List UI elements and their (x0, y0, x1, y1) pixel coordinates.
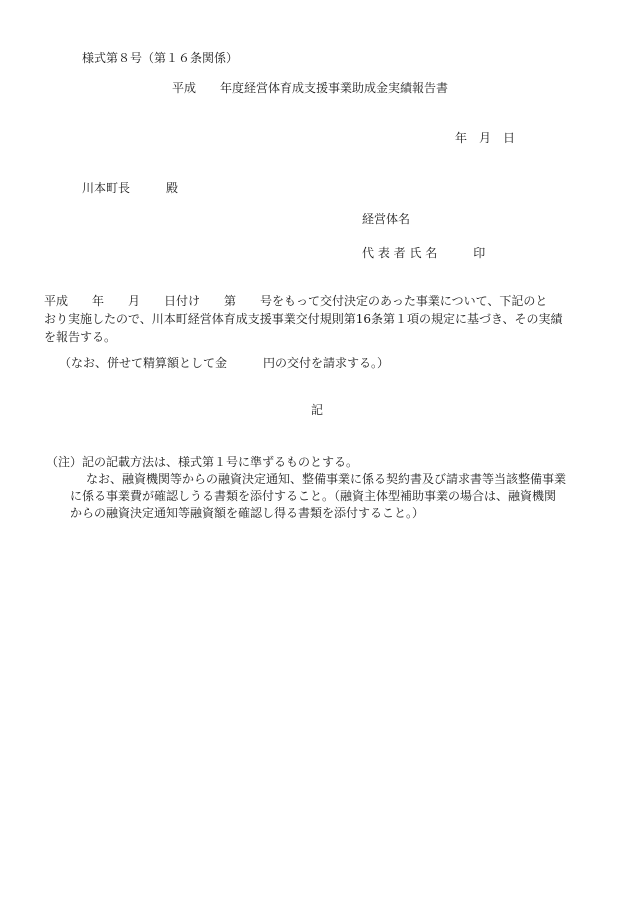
organization-name-label: 経営体名 (362, 212, 411, 226)
ki-heading: 記 (311, 403, 324, 417)
settlement-request: （なお、併せて精算額として金 円の交付を請求する。） (59, 356, 390, 370)
document-title: 平成 年度経営体育成支援事業助成金実績報告書 (172, 81, 449, 95)
representative-name-label: 代 表 者 氏 名 印 (362, 246, 486, 260)
note-line: （注）記の記載方法は、様式第１号に準ずるものとする。 (46, 455, 359, 469)
note-line: からの融資決定通知等融資額を確認し得る書類を添付すること。） (70, 506, 425, 520)
report-body (44, 292, 594, 346)
report-date: 年 月 日 (455, 131, 516, 145)
report-body-line: おり実施したので、川本町経営体育成支援事業交付規則第16条第１項の規定に基づき、その実績 (44, 312, 563, 326)
notes (46, 454, 606, 522)
note-line: に係る事業費が確認しうる書類を添付すること。（融資主体型補助事業の場合は、融資機関 (70, 489, 557, 503)
addressee: 川本町長 殿 (82, 181, 179, 195)
report-body-line: を報告する。 (44, 330, 117, 344)
report-body-line: 平成 年 月 日付け 第 号をもって交付決定のあった事業について、下記のと (44, 294, 548, 308)
form-number: 様式第８号（第１６条関係） (82, 51, 239, 65)
note-line: なお、融資機関等からの融資決定通知、整備事業に係る契約書及び請求書等当該整備事業 (86, 472, 567, 486)
